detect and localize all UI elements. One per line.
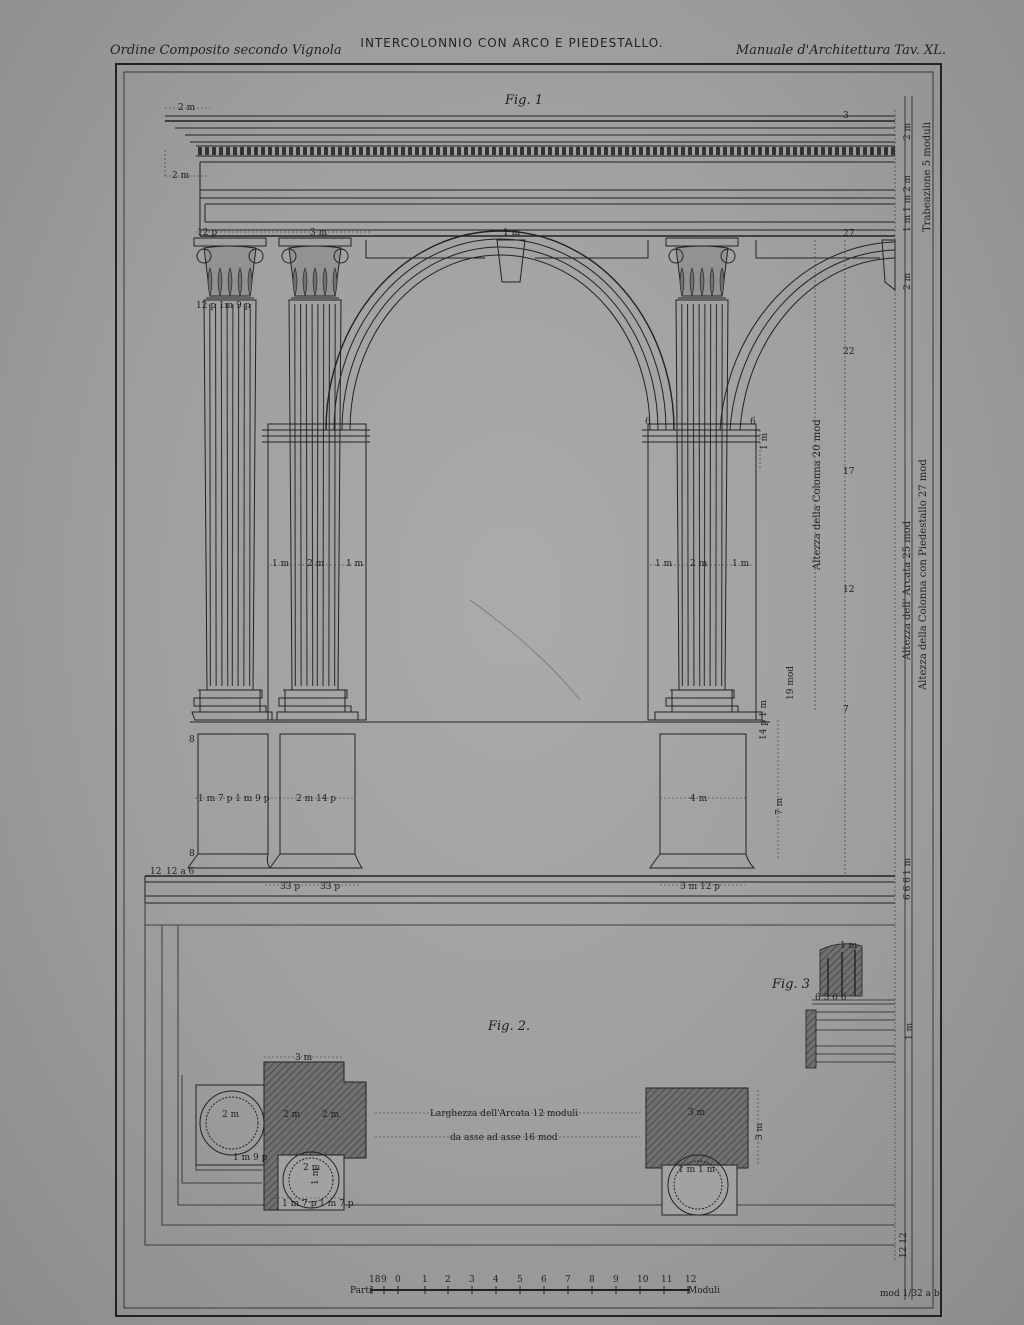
dentil	[415, 147, 419, 155]
right-1m: 1 m 1 m 2 m	[903, 174, 913, 232]
num-3: 3	[843, 111, 849, 121]
plan-bottom: 1 m 7 p 1 m 7 p	[282, 1199, 354, 1209]
dim-shaft2-left: 1 m	[655, 559, 673, 569]
num-12: 12	[843, 585, 855, 595]
scale-number: 8	[589, 1275, 595, 1285]
scale-number: 3	[469, 1275, 475, 1285]
dim-shaft-left: 1 m	[272, 559, 290, 569]
label-asse: da asse ad asse 16 mod	[450, 1133, 558, 1143]
dentil	[583, 147, 587, 155]
scale-left-label: Parti	[350, 1286, 372, 1296]
dentil	[443, 147, 447, 155]
dim-base-33a: 33 p	[280, 882, 301, 892]
dentil	[352, 147, 356, 155]
dentil	[807, 147, 811, 155]
dentil	[856, 147, 860, 155]
num-27: 27	[843, 229, 855, 239]
dentil	[261, 147, 265, 155]
scale-number: 12	[685, 1275, 697, 1285]
dim-height-7m: 7 m	[775, 797, 785, 815]
dentil	[233, 147, 237, 155]
dentil	[464, 147, 468, 155]
dentil	[331, 147, 335, 155]
dim-shaft2-right: 1 m	[732, 559, 750, 569]
scale-number: 18	[369, 1275, 381, 1285]
dentil	[401, 147, 405, 155]
dentil	[674, 147, 678, 155]
dentil	[709, 147, 713, 155]
dentil	[219, 147, 223, 155]
dentil	[590, 147, 594, 155]
dentil	[695, 147, 699, 155]
num-8a: 8	[189, 735, 195, 745]
dentil	[765, 147, 769, 155]
dentil	[534, 147, 538, 155]
dim-height-14p: 14 p 1 m	[759, 699, 769, 740]
dentil	[324, 147, 328, 155]
dentil	[604, 147, 608, 155]
plan-1m9p: 1 m 9 p	[233, 1153, 268, 1163]
dentil	[429, 147, 433, 155]
dentil	[793, 147, 797, 155]
dentil	[548, 147, 552, 155]
plate-subtitle: Ordine Composito secondo Vignola	[110, 43, 342, 58]
dentil	[779, 147, 783, 155]
composite-capital	[279, 238, 351, 298]
entablature	[165, 116, 895, 236]
label-larghezza-arcata: Larghezza dell'Arcata 12 moduli	[430, 1109, 579, 1119]
scale-number: 4	[493, 1275, 499, 1285]
dentil	[737, 147, 741, 155]
dentil	[541, 147, 545, 155]
dentil	[254, 147, 258, 155]
plan-3m: 3 m	[295, 1053, 313, 1063]
dim-base-33b: 33 p	[320, 882, 341, 892]
fig3-nums: 6 5 6 6	[815, 993, 847, 1003]
dentil	[653, 147, 657, 155]
dentil	[275, 147, 279, 155]
dentil	[835, 147, 839, 155]
dentil	[800, 147, 804, 155]
plate-title: INTERCOLONNIO CON ARCO E PIEDESTALLO.	[360, 36, 664, 50]
dentil	[198, 147, 202, 155]
dentil	[618, 147, 622, 155]
dentil	[471, 147, 475, 155]
dentil	[758, 147, 762, 155]
plan-frames	[145, 903, 895, 1245]
dentil	[625, 147, 629, 155]
dim-impost-1m: 1 m	[760, 432, 770, 450]
dentil	[576, 147, 580, 155]
dim-cap-3m: 3 m	[310, 228, 328, 238]
dentil	[226, 147, 230, 155]
plan-pier-left	[196, 1062, 366, 1210]
composite-capital	[666, 238, 738, 298]
dentil	[842, 147, 846, 155]
dentil	[268, 147, 272, 155]
dentil	[849, 147, 853, 155]
dentil	[212, 147, 216, 155]
dentil	[821, 147, 825, 155]
scale-number: 11	[661, 1275, 673, 1285]
dentil	[660, 147, 664, 155]
dentil	[338, 147, 342, 155]
dentil	[387, 147, 391, 155]
label-altezza-arcata: Altezza dell' Arcata 25 mod	[902, 520, 913, 660]
dentil	[632, 147, 636, 155]
dentil	[422, 147, 426, 155]
dentil	[485, 147, 489, 155]
dentil	[205, 147, 209, 155]
dim-shaft-mid: 2 m	[307, 559, 325, 569]
dentil	[569, 147, 573, 155]
dentil	[639, 147, 643, 155]
dentil	[744, 147, 748, 155]
dim-left-2m: 2 m	[172, 171, 190, 181]
right-base: 6 6 6	[903, 877, 913, 900]
dentil	[457, 147, 461, 155]
scale-number: 9	[381, 1275, 387, 1285]
scale-mod-label: mod 1/32 a b	[880, 1289, 940, 1299]
dim-shaft2-mid: 2 m	[690, 559, 708, 569]
dentil	[450, 147, 454, 155]
dim-cap-12p: 12 p	[197, 228, 218, 238]
dentil	[303, 147, 307, 155]
right-2m-b: 2 m	[903, 122, 913, 140]
dentil	[506, 147, 510, 155]
arches	[326, 231, 895, 700]
dentil	[289, 147, 293, 155]
fig2-label: Fig. 2.	[488, 1019, 531, 1034]
dentil	[296, 147, 300, 155]
capitals	[194, 238, 738, 298]
fig3-1m: 1 m	[840, 941, 858, 951]
dentil	[527, 147, 531, 155]
scale-number: 6	[541, 1275, 547, 1285]
scale-number: 5	[517, 1275, 523, 1285]
label-altezza-piedestallo: Altezza della Colonna con Piedestallo 27 mod	[918, 459, 929, 690]
plan-12: 12 12	[899, 1232, 909, 1258]
dentil	[863, 147, 867, 155]
dentil	[772, 147, 776, 155]
right-1m-b: 1 m	[903, 857, 913, 875]
dim-base-3m12: 3 m 12 p	[680, 882, 721, 892]
num-17: 17	[843, 467, 855, 477]
scale-numbers	[369, 1275, 696, 1285]
plan-3m-b: 3 m	[688, 1108, 706, 1118]
dentil	[730, 147, 734, 155]
dentil	[723, 147, 727, 155]
dentil	[562, 147, 566, 155]
dentil	[786, 147, 790, 155]
dentil	[373, 147, 377, 155]
dentil	[317, 147, 321, 155]
dentil	[394, 147, 398, 155]
plate-number: Manuale d'Architettura Tav. XL.	[735, 43, 946, 58]
dim-base-12b: 12 a 6	[166, 867, 195, 877]
num-6a: 6	[645, 417, 651, 427]
dim-shaft-right: 1 m	[346, 559, 364, 569]
label-altezza-colonna: Altezza della Colonna 20 mod	[812, 419, 823, 570]
plan-2m-d: 2 m	[303, 1163, 321, 1173]
dentil	[345, 147, 349, 155]
plan-2m-b: 2 m	[283, 1110, 301, 1120]
dim-neck: 12 p 1m 9 p	[196, 301, 251, 311]
dentil	[520, 147, 524, 155]
dentil	[828, 147, 832, 155]
dim-ped-right: 4 m	[690, 794, 708, 804]
dentil	[408, 147, 412, 155]
dentil	[478, 147, 482, 155]
scale-bar	[370, 1286, 690, 1294]
scale-number: 2	[445, 1275, 451, 1285]
num-7: 7	[843, 705, 849, 715]
pedestals	[145, 424, 895, 903]
columns	[192, 300, 738, 712]
scale-number: 0	[395, 1275, 401, 1285]
dentil	[877, 147, 881, 155]
num-6b: 6	[750, 417, 756, 427]
dentil	[555, 147, 559, 155]
scale-number: 9	[613, 1275, 619, 1285]
dentil	[240, 147, 244, 155]
dim-height-19: 19 mod	[786, 665, 796, 700]
num-8b: 8	[189, 849, 195, 859]
dentil	[499, 147, 503, 155]
dentil	[436, 147, 440, 155]
right-2m-a: 2 m	[903, 272, 913, 290]
plan-1m-b: 1 m 1 m	[678, 1165, 716, 1175]
dentil	[492, 147, 496, 155]
column-shaft	[277, 300, 351, 712]
dim-ped-left: 1 m 7 p 1 m 9 p	[198, 794, 270, 804]
fig1-label: Fig. 1	[505, 93, 544, 108]
dim-keystone-1m: 1 m	[503, 228, 521, 238]
scale-number: 10	[637, 1275, 649, 1285]
dentil	[751, 147, 755, 155]
fig3-detail	[806, 944, 895, 1068]
fig3-side: 1 m	[905, 1022, 915, 1040]
dentil	[247, 147, 251, 155]
dentil	[702, 147, 706, 155]
plan-1m: 1 m	[311, 1167, 321, 1185]
scale-right-label: Moduli	[688, 1286, 720, 1296]
column-shaft	[192, 300, 266, 712]
dentil	[646, 147, 650, 155]
dentil	[688, 147, 692, 155]
dentil	[380, 147, 384, 155]
dim-base-12a: 12	[150, 867, 162, 877]
dentil	[884, 147, 888, 155]
composite-capital	[194, 238, 266, 298]
num-22: 22	[843, 347, 855, 357]
dentil	[597, 147, 601, 155]
fig3-label: Fig. 3	[772, 977, 811, 992]
dentil	[310, 147, 314, 155]
dim-top-2m: 2 m	[178, 103, 196, 113]
dentil-row	[198, 147, 895, 155]
column-shaft	[664, 300, 738, 712]
scale-number: 7	[565, 1275, 571, 1285]
plan-3m-c: 3 m	[755, 1122, 765, 1140]
dentil	[814, 147, 818, 155]
dentil	[681, 147, 685, 155]
plan-2m-c: 2 m	[322, 1110, 340, 1120]
plan-2m-a: 2 m	[222, 1110, 240, 1120]
dentil	[366, 147, 370, 155]
scale-number: 1	[422, 1275, 428, 1285]
dentil	[282, 147, 286, 155]
dentil	[611, 147, 615, 155]
dentil	[716, 147, 720, 155]
dentil	[891, 147, 895, 155]
dentil	[870, 147, 874, 155]
dentil	[513, 147, 517, 155]
label-trabeazione: Trabeazione 5 moduli	[922, 122, 933, 232]
dim-ped-mid: 2 m 14 p	[296, 794, 337, 804]
dentil	[359, 147, 363, 155]
dentil	[667, 147, 671, 155]
